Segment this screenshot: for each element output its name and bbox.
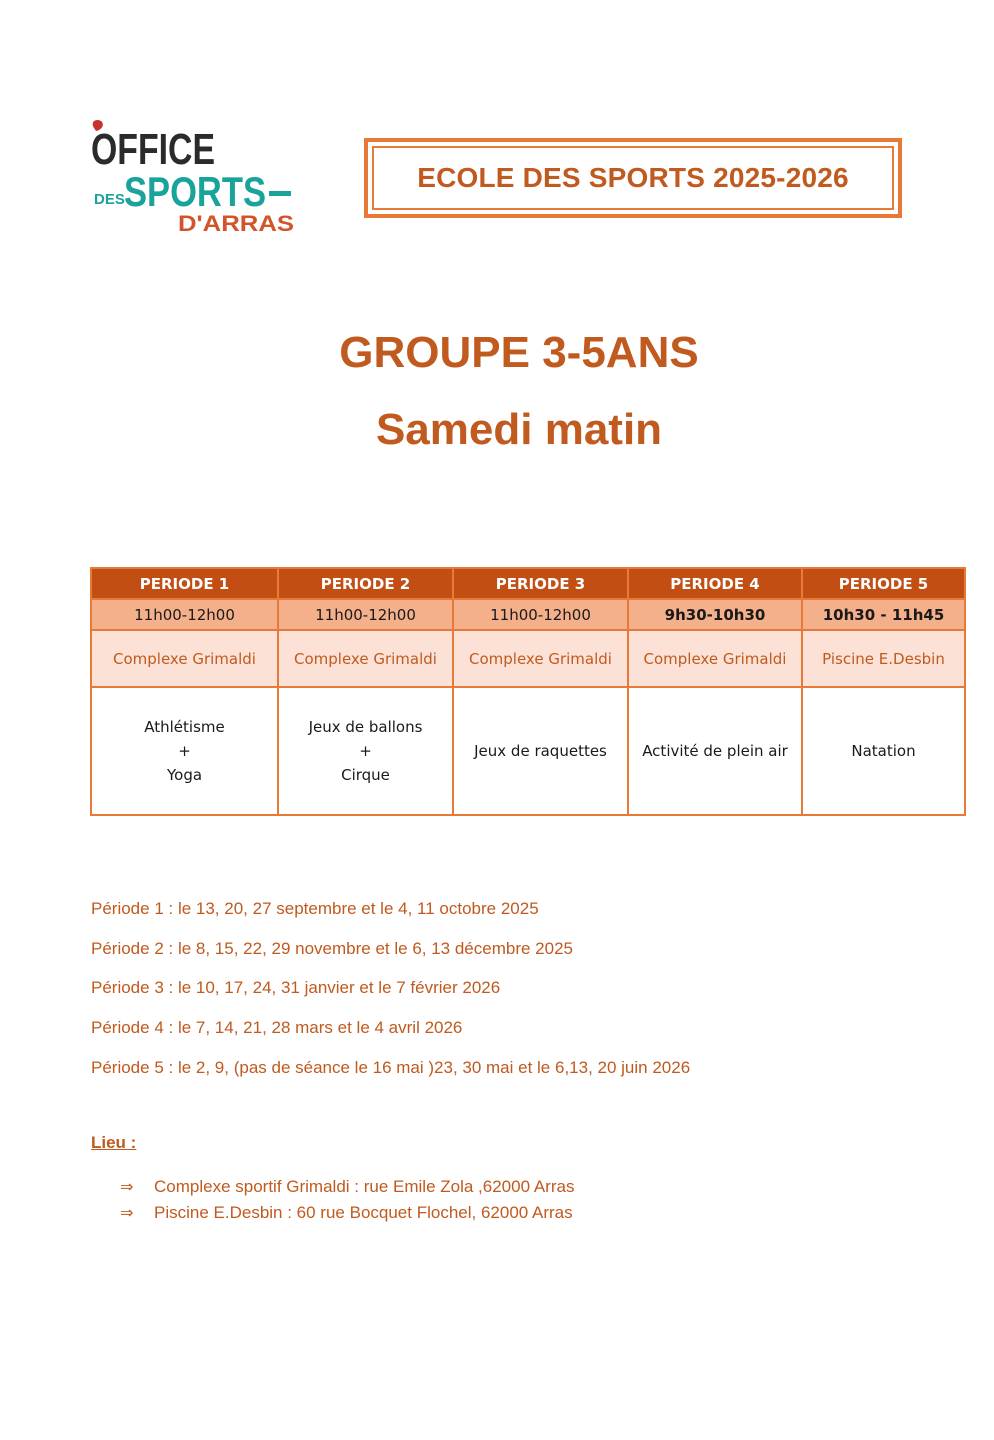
logo-arras-text: D'ARRAS xyxy=(178,211,294,236)
venue-cell: Complexe Grimaldi xyxy=(628,630,802,687)
period-dates-line: Période 5 : le 2, 9, (pas de séance le 16 mai )23, 30 mai et le 6,13, 20 juin 2026 xyxy=(91,1057,691,1077)
table-activities-row xyxy=(91,687,965,815)
time-cell: 10h30 - 11h45 xyxy=(802,599,965,630)
lieu-list xyxy=(120,1174,574,1226)
venue-cell: Complexe Grimaldi xyxy=(278,630,453,687)
header-title-box xyxy=(364,138,902,218)
group-subtitle: Samedi matin xyxy=(375,405,663,454)
table-venue-row xyxy=(91,630,965,687)
period-dates-line: Période 2 : le 8, 15, 22, 29 novembre et le 6, 13 décembre 2025 xyxy=(91,938,573,958)
activity-line: Activité de plein air xyxy=(642,742,788,760)
activity-line: Cirque xyxy=(341,766,390,784)
activity-line: + xyxy=(359,742,372,760)
activity-cell xyxy=(278,687,453,815)
activity-line: Natation xyxy=(851,742,916,760)
lieu-item xyxy=(120,1174,574,1200)
group-title: GROUPE 3-5ANS xyxy=(339,328,699,377)
activity-cell xyxy=(91,687,278,815)
activity-cell xyxy=(802,687,965,815)
period-header: PERIODE 3 xyxy=(453,568,628,599)
table-times-row xyxy=(91,599,965,630)
venue-cell: Complexe Grimaldi xyxy=(91,630,278,687)
venue-cell: Piscine E.Desbin xyxy=(802,630,965,687)
activity-cell xyxy=(628,687,802,815)
logo-des-text: DES xyxy=(94,191,125,208)
activity-line: Jeux de ballons xyxy=(308,718,423,736)
period-header: PERIODE 5 xyxy=(802,568,965,599)
lieu-heading: Lieu : xyxy=(91,1133,137,1152)
period-dates-line: Période 3 : le 10, 17, 24, 31 janvier et le 7 février 2026 xyxy=(91,978,501,998)
logo-office-text: OFFICE xyxy=(91,125,215,174)
period-header: PERIODE 1 xyxy=(91,568,278,599)
activity-line: Jeux de raquettes xyxy=(474,742,607,760)
activity-line: Yoga xyxy=(166,766,203,784)
period-header: PERIODE 2 xyxy=(278,568,453,599)
venue-cell: Complexe Grimaldi xyxy=(453,630,628,687)
office-des-sports-logo xyxy=(88,118,300,238)
time-cell: 11h00-12h00 xyxy=(91,599,278,630)
period-dates-list xyxy=(91,896,690,1094)
schedule-table xyxy=(90,567,966,816)
lieu-item-text: Piscine E.Desbin : 60 rue Bocquet Flochel, 62000 Arras xyxy=(154,1203,573,1222)
period-dates-line: Période 4 : le 7, 14, 21, 28 mars et le 4 avril 2026 xyxy=(91,1018,463,1038)
logo-sports-text: SPORTS xyxy=(124,168,266,215)
time-cell: 9h30-10h30 xyxy=(628,599,802,630)
lieu-item-text: Complexe sportif Grimaldi : rue Emile Zola ,62000 Arras xyxy=(154,1177,575,1196)
double-arrow-icon: ⇒ xyxy=(120,1177,134,1196)
time-cell: 11h00-12h00 xyxy=(278,599,453,630)
period-header: PERIODE 4 xyxy=(628,568,802,599)
double-arrow-icon: ⇒ xyxy=(120,1203,134,1222)
period-dates-line: Période 1 : le 13, 20, 27 septembre et le 4, 11 octobre 2025 xyxy=(91,899,539,918)
lieu-item xyxy=(120,1200,574,1226)
time-cell: 11h00-12h00 xyxy=(453,599,628,630)
activity-cell xyxy=(453,687,628,815)
page-title: ECOLE DES SPORTS 2025-2026 xyxy=(417,162,849,193)
activity-line: Athlétisme xyxy=(144,718,225,736)
activity-line: + xyxy=(178,742,191,760)
table-header-row xyxy=(91,568,965,599)
